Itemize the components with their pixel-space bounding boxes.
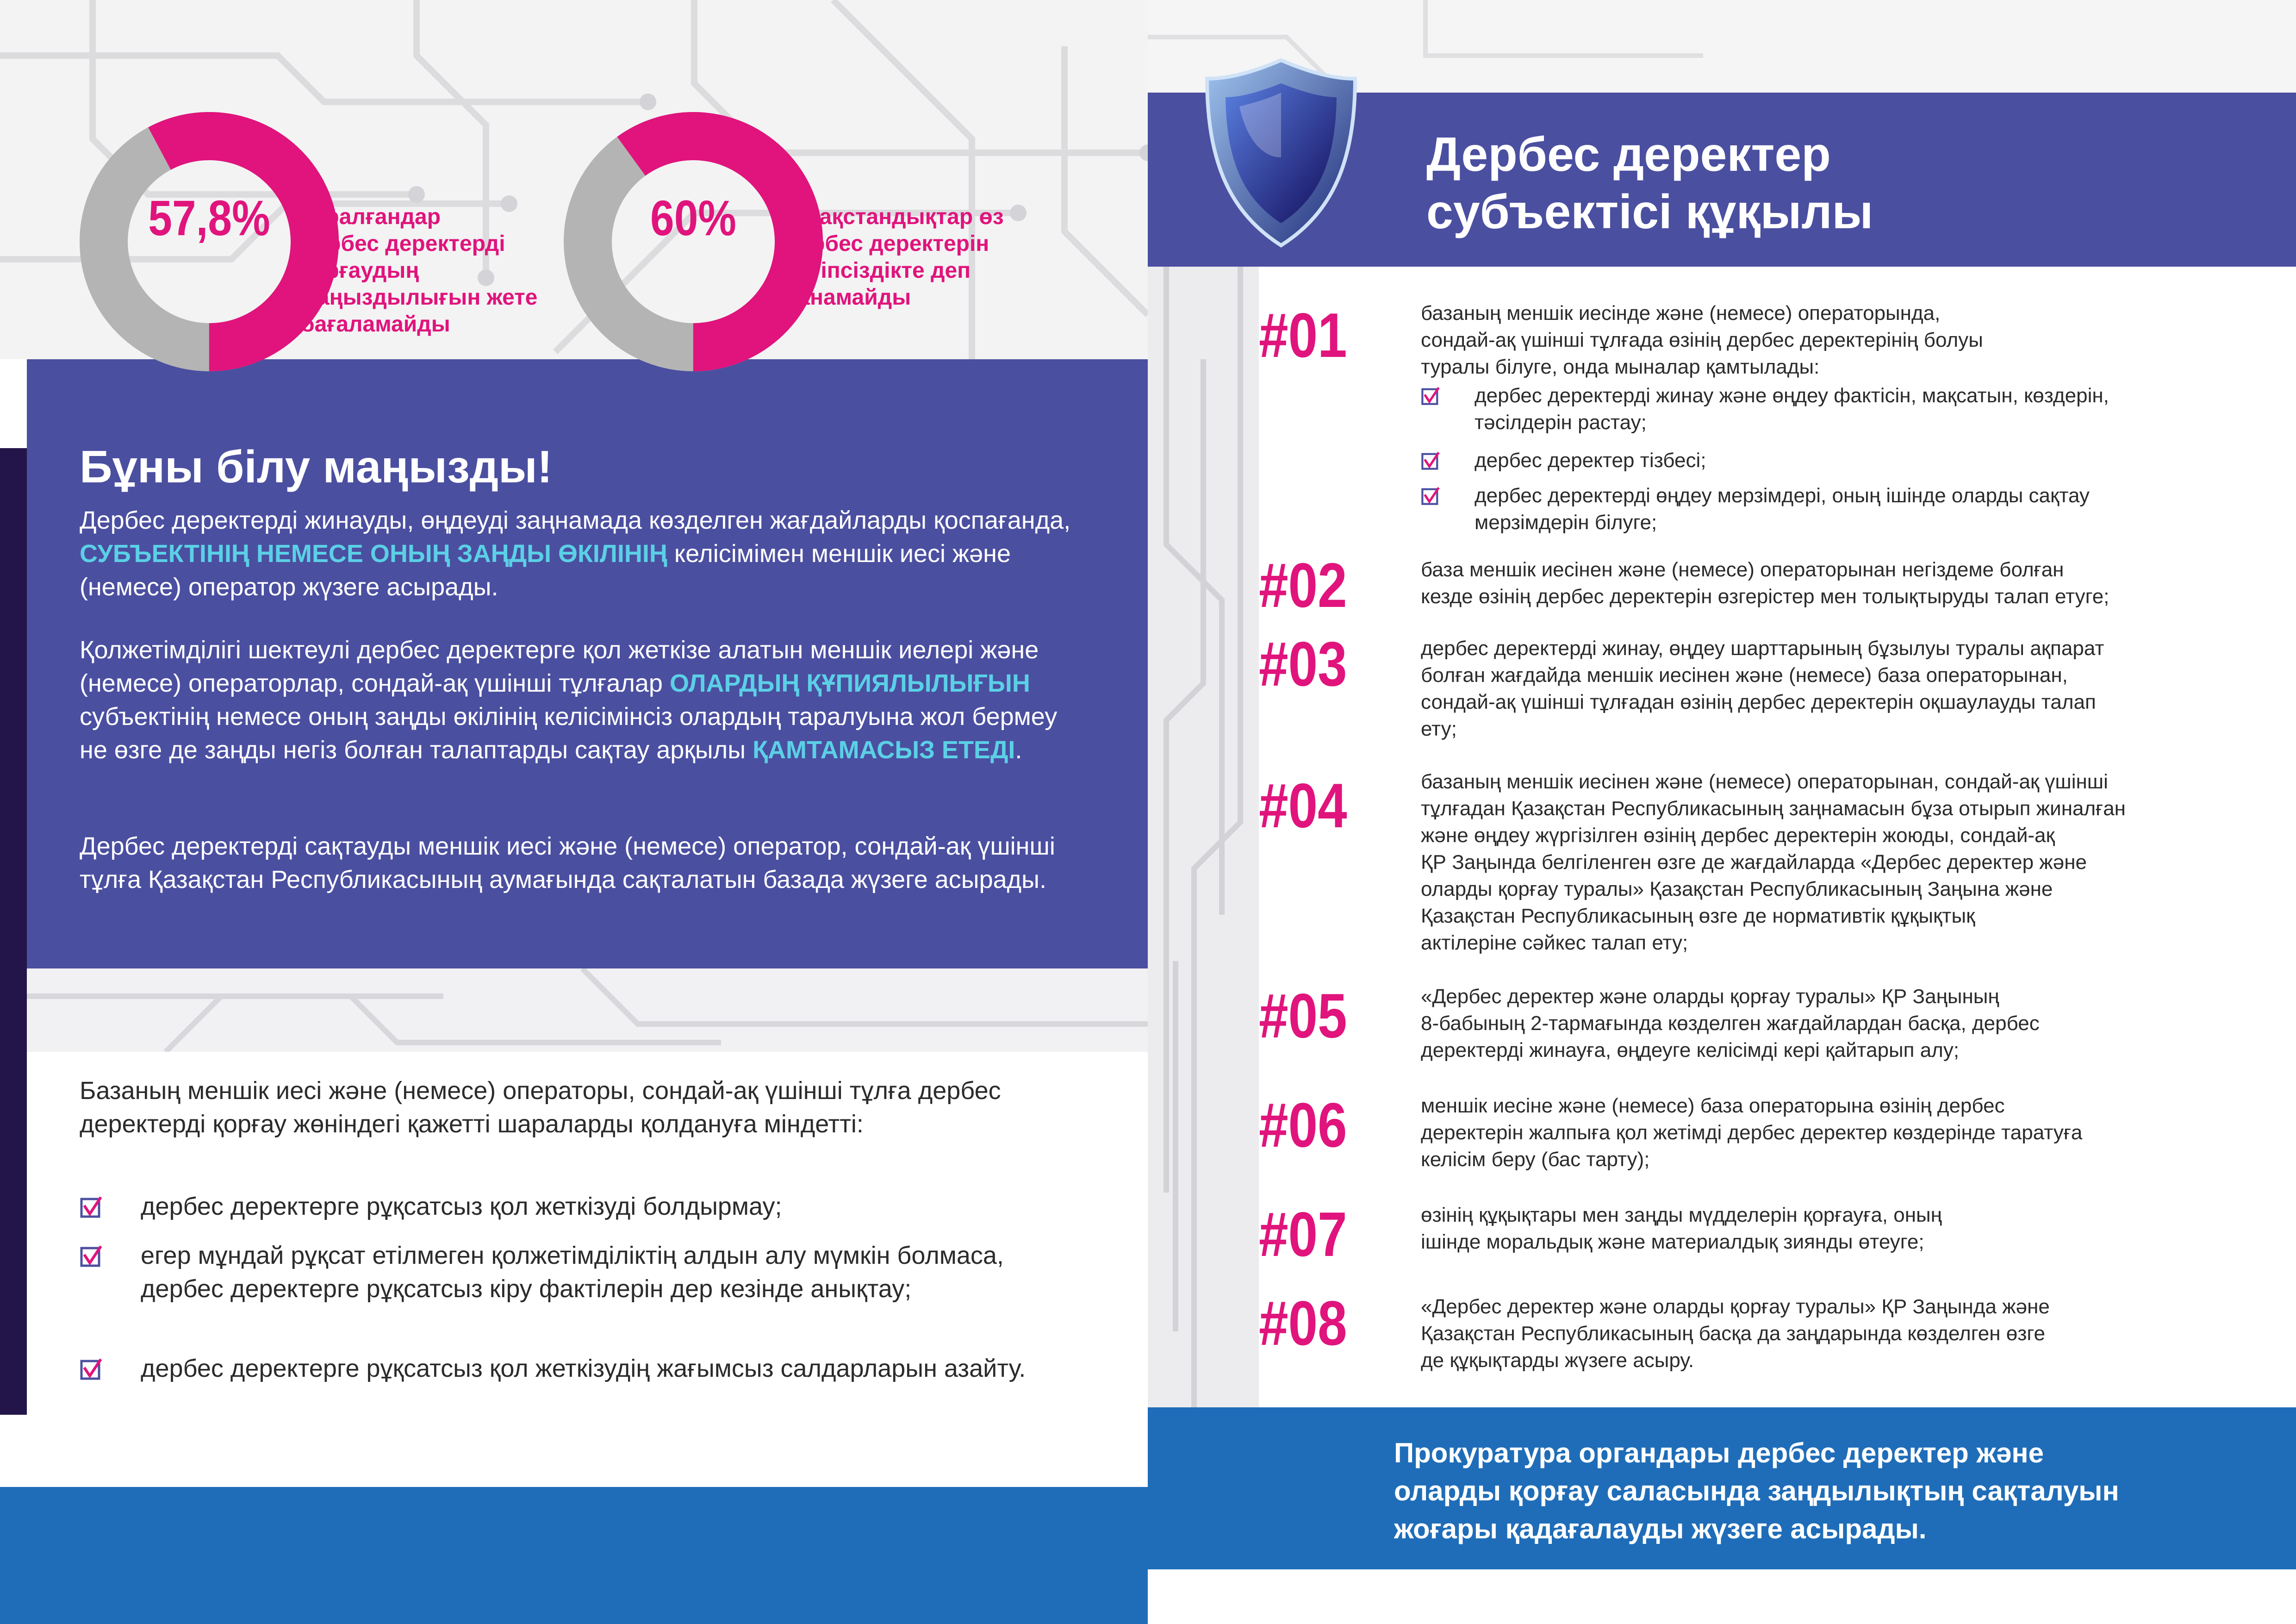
circuit-background-mid-left <box>27 968 1148 1052</box>
duties-intro: Базаның меншік иесі және (немесе) операторы, сондай-ақ үшінші тұлға дербес деректерді қорғау жөніндегі қажетті шараларды қолдануға міндетті: <box>80 1077 1001 1138</box>
right-text: дербес деректерді жинау, өңдеу шарттарының бұзылуы туралы ақпарат болған жағдайда меншік иесінен және (немесе) база операторынан, сондай-ақ үшінші тұлғадан өзінің дербес деректерін оқшаулауды талап ету; <box>1421 637 2104 740</box>
right-number: #02 <box>1259 550 1347 620</box>
right-item-04 <box>1259 768 2249 963</box>
right-text: «Дербес деректер және оларды қорғау туралы» ҚР Заңында және Қазақстан Республикасының басқа да заңдарында көзделген өзге де құқықтарды жүзеге асыру. <box>1421 1295 2050 1372</box>
paragraph-confidentiality <box>80 633 1079 767</box>
right-text: базаның меншік иесінде және (немесе) операторында, сондай-ақ үшінші тұлғада өзінің дербес деректерінің болуы туралы білуге, онда мыналар қамтылады: <box>1421 302 1983 378</box>
check-box-icon <box>1421 451 1440 470</box>
duty-text: егер мұндай рұқсат етілмеген қолжетімділіктің алдын алу мүмкін болмаса, дербес деректерге рұқсатсыз кіру фактілерін дер кезінде анықтау; <box>141 1242 1004 1303</box>
stat-text-1: сұралғандар дербес деректерді қорғаудың маңыздылығын жете бағаламайды <box>301 205 538 337</box>
right-item-07 <box>1259 1199 2249 1269</box>
p2-text-c: . <box>1015 736 1022 764</box>
right-text: базаның меншік иесінен және (немесе) операторынан, сондай-ақ үшінші тұлғадан Қазақстан Республикасының заңнамасын бұза отырып жиналған және өңдеу жүргізілген өзінің дербес деректерін жоюды, сондай-ақ ҚР Заңында белгіленген өзге де жағдайларда «Дербес деректер және оларды қорғау туралы» Қазақстан Республикасының Заңына және Қазақстан Республикасының өзге де нормативтік құқықтық актілеріне сәйкес талап ету; <box>1421 770 2126 954</box>
left-bottom-bar <box>0 1487 1148 1624</box>
right-number: #03 <box>1259 629 1347 699</box>
right-subitem-text: дербес деректерді өңдеу мерзімдері, оның ішінде оларды сақтау мерзімдерін білуге; <box>1475 484 2090 534</box>
p1-highlight: СУБЪЕКТІНІҢ НЕМЕСЕ ОНЫҢ ЗАҢДЫ ӨКІЛІНІҢ <box>80 540 667 568</box>
right-subitem <box>1421 447 2240 475</box>
duty-item <box>80 1352 1089 1426</box>
right-text: база меншік иесінен және (немесе) операторынан негіздеме болған кезде өзінің дербес деректерін өзгерістер мен толықтыруды талап етуге; <box>1421 558 2109 608</box>
right-subitem-text: дербес деректерді жинау және өңдеу фактісін, мақсатын, көздерін, тәсілдерін растау; <box>1475 384 2109 434</box>
check-box-icon <box>80 1195 103 1218</box>
check-box-icon <box>80 1244 103 1268</box>
p2-highlight-2: ҚАМТАМАСЫЗ ЕТЕДІ <box>753 736 1015 764</box>
p1-text-b: келісімімен меншік иесі және (немесе) оператор жүзеге асырады. <box>80 540 1011 601</box>
check-box-icon <box>1421 386 1440 406</box>
paragraph-collection <box>80 504 1079 604</box>
right-subitem <box>1421 482 2240 538</box>
right-number: #01 <box>1259 300 1347 370</box>
right-text: меншік иесіне және (немесе) база операторына өзінің дербес деректерін жалпыға қол жетімді дербес деректер көздерінде таратуға келісім беру (бас тарту); <box>1421 1094 2083 1171</box>
check-box-icon <box>80 1357 103 1380</box>
paragraph-storage: Дербес деректерді сақтауды меншік иесі және (немесе) оператор, сондай-ақ үшінші тұлға Қазақстан Республикасының аумағында сақталатын базада жүзеге асырады. <box>80 832 1055 893</box>
stat-value-2: 60% <box>650 190 736 246</box>
circuit-background-right <box>1148 267 1259 1407</box>
right-item-06 <box>1259 1090 2249 1176</box>
duty-text: дербес деректерге рұқсатсыз қол жеткізуді болдырмау; <box>141 1193 782 1220</box>
duty-item <box>80 1190 1089 1227</box>
right-number: #04 <box>1259 770 1347 841</box>
p2-text-a: Қолжетімділігі шектеулі дербес деректерге қол жеткізе алатын меншік иелері және (немесе) операторлар, сондай-ақ үшінші тұлғалар <box>80 636 1039 697</box>
prosecutor-footer-text: Прокуратура органдары дербес деректер және оларды қорғау саласында заңдылықтың сақталуын жоғары қадағалауды жүзеге асырады. <box>1394 1437 2119 1544</box>
right-number: #08 <box>1259 1288 1347 1358</box>
right-text: өзінің құқықтары мен заңды мүдделерін қорғауға, оның ішінде моральдық және материалдық зиянды өтеуге; <box>1421 1204 1942 1253</box>
right-subitem <box>1421 382 2240 438</box>
right-item-08 <box>1259 1288 2249 1377</box>
important-title: Бұны білу маңызды! <box>80 441 553 492</box>
duty-text: дербес деректерге рұқсатсыз қол жеткізудің жағымсыз салдарларын азайту. <box>141 1355 1026 1382</box>
p2-highlight-1: ОЛАРДЫҢ ҚҰПИЯЛЫЛЫҒЫН <box>669 669 1030 697</box>
duty-item <box>80 1239 1089 1313</box>
right-item-02 <box>1259 550 2249 626</box>
check-box-icon <box>1421 486 1440 506</box>
right-item-05 <box>1259 983 2249 1067</box>
right-text: «Дербес деректер және оларды қорғау туралы» ҚР Заңының 8-бабының 2-тармағында көзделген жағдайлардан басқа, дербес деректерді жинауға, өңдеуге келісімді кері қайтарып алу; <box>1421 985 2040 1062</box>
right-subitem-text: дербес деректер тізбесі; <box>1475 449 1706 472</box>
right-number: #07 <box>1259 1199 1347 1269</box>
right-number: #06 <box>1259 1090 1347 1160</box>
shield-icon <box>1202 56 1360 250</box>
right-item-01 <box>1259 300 2249 541</box>
right-item-03 <box>1259 629 2249 746</box>
left-edge-bar <box>0 448 27 1415</box>
right-number: #05 <box>1259 981 1347 1051</box>
p1-text-a: Дербес деректерді жинауды, өңдеуді заңнамада көзделген жағдайларды қоспағанда, <box>80 506 1071 534</box>
stat-text-2: қазақстандықтар өз дербес деректерін қауіпсіздікте деп санамайды <box>785 205 1004 310</box>
stat-value-1: 57,8% <box>148 190 270 246</box>
rights-title: Дербес деректер субъектісі құқылы <box>1426 128 1873 239</box>
p2-text-b: субъектінің немесе оның заңды өкілінің келісімінсіз олардың таралуына жол бермеу не өзге де заңды негіз болған талаптарды сақтау арқылы <box>80 703 1058 764</box>
